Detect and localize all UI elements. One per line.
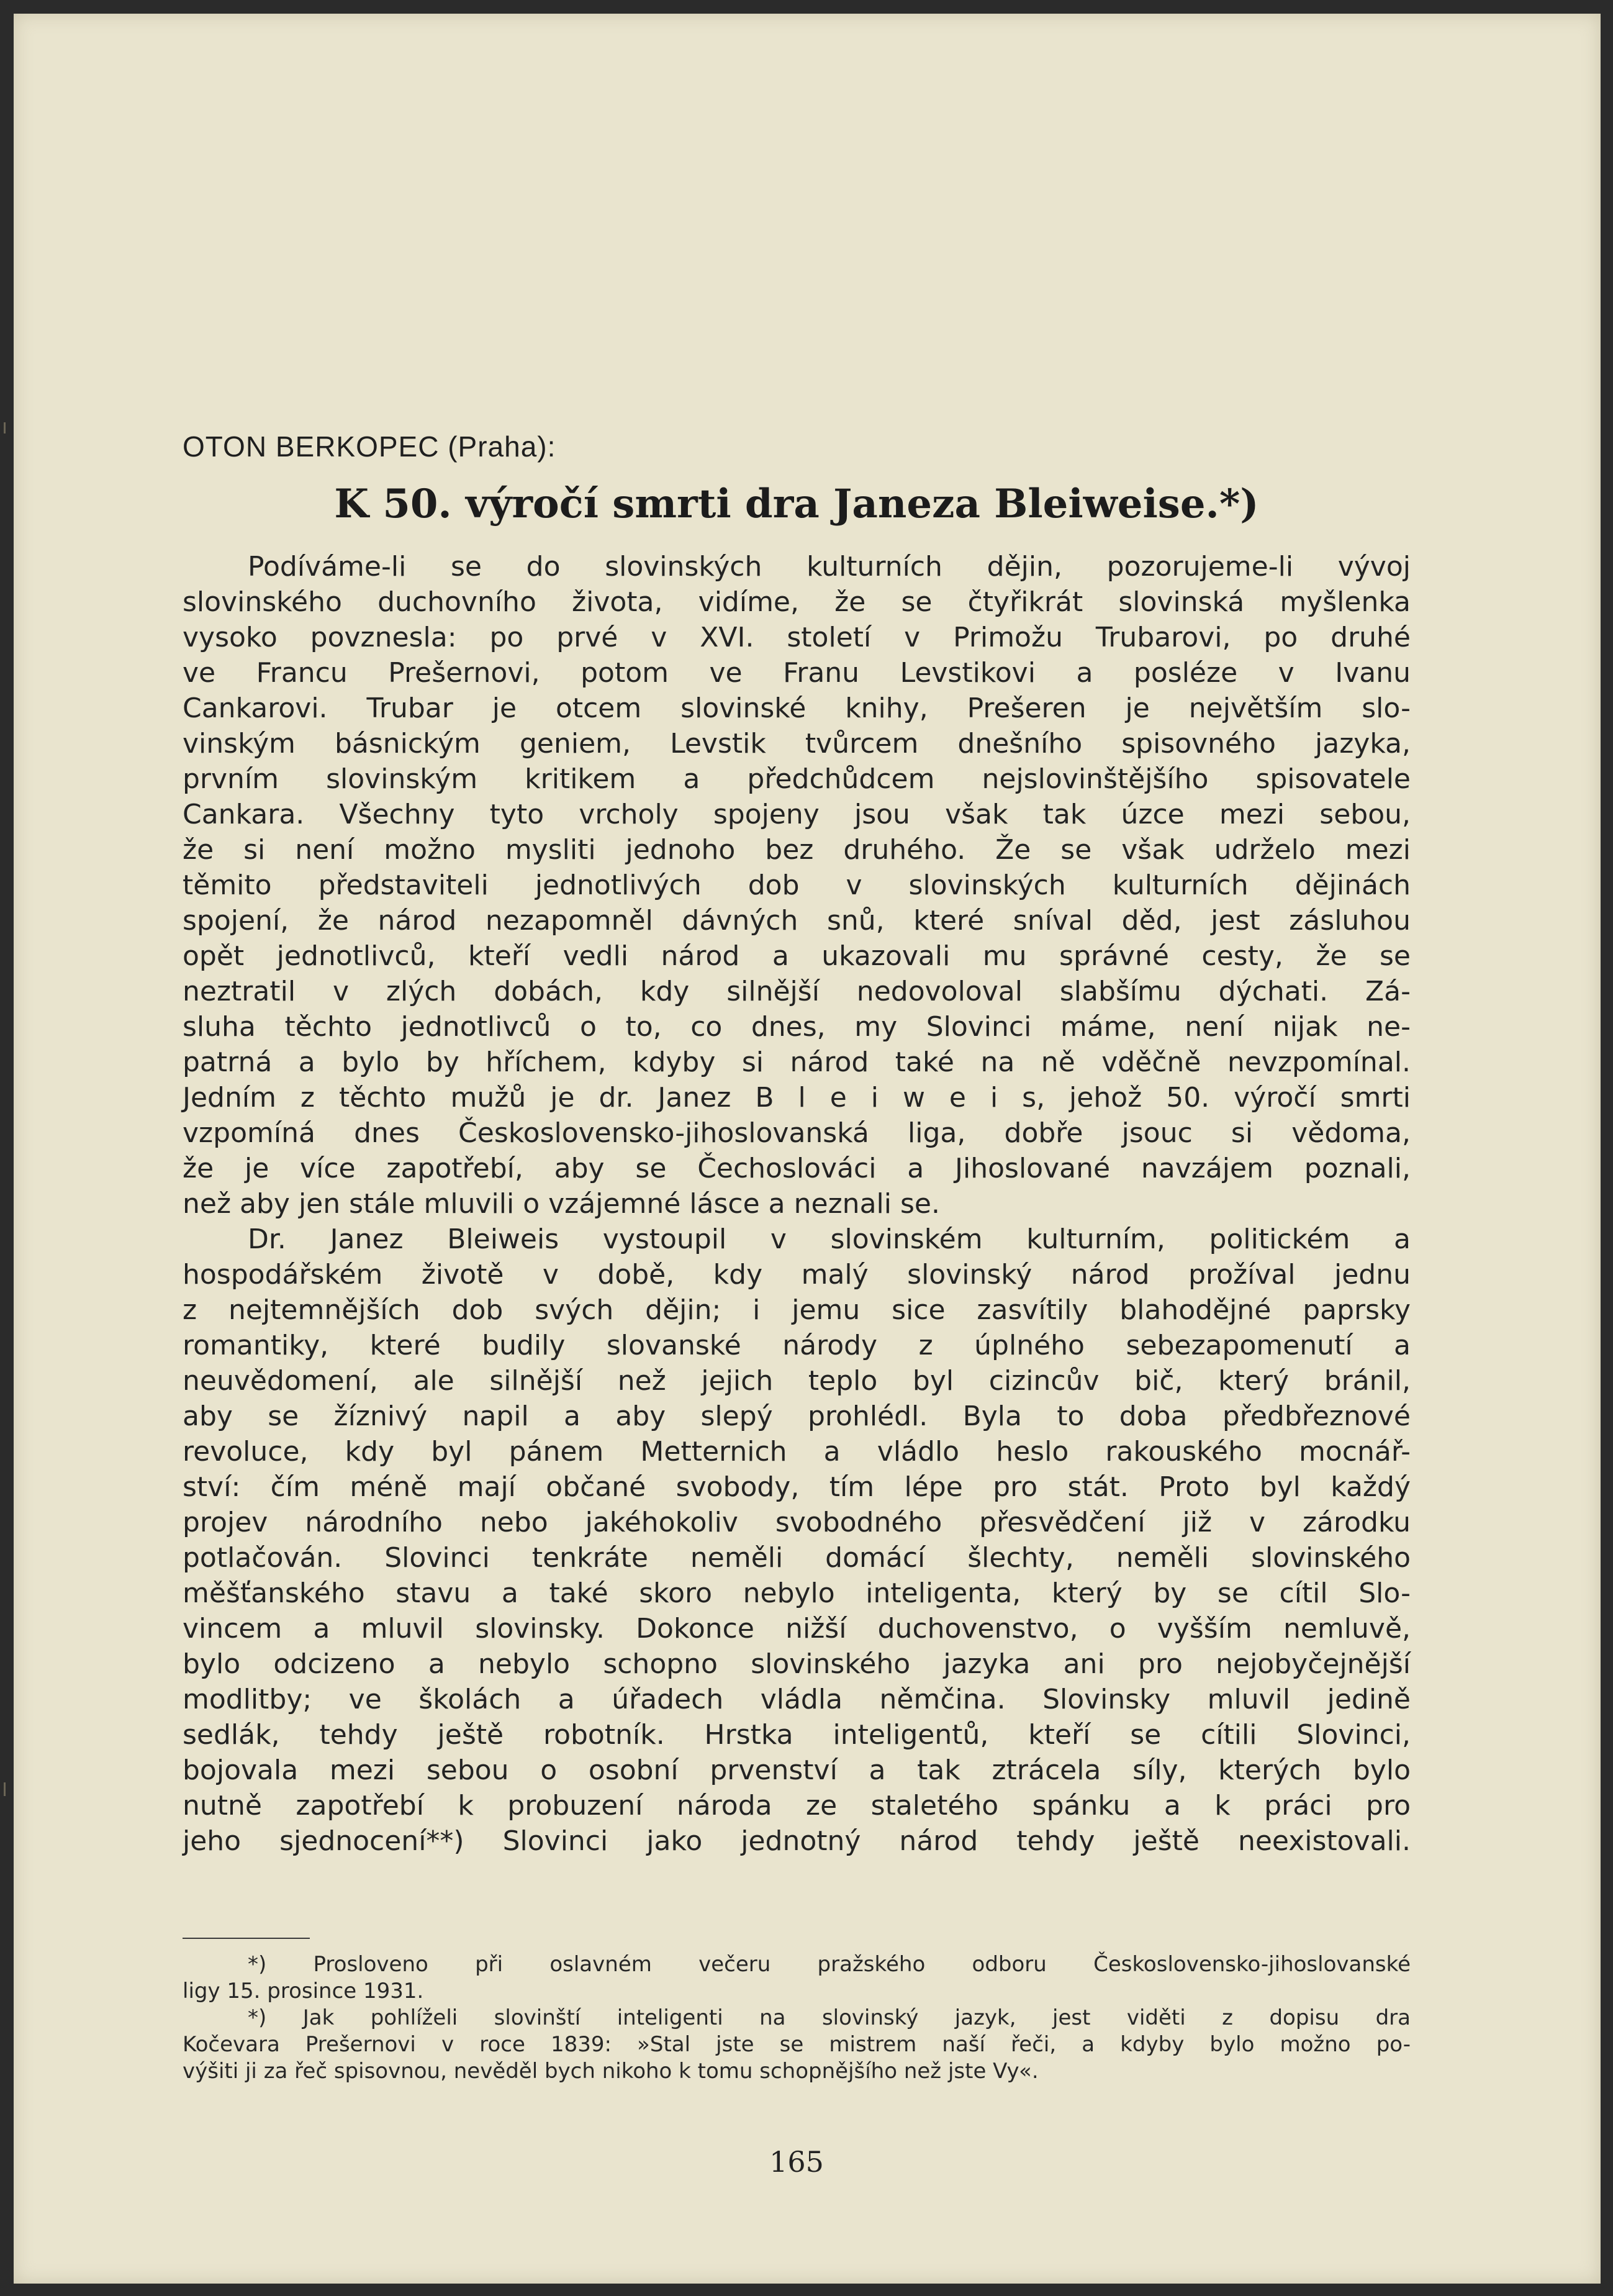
body-line: vinským básnickým geniem, Levstik tvůrcem dnešního spisovného jazyka,: [183, 728, 1411, 760]
body-line: vincem a mluvil slovinsky. Dokonce nižší duchovenstvo, o vyšším nemluvě,: [183, 1613, 1411, 1645]
body-line: potlačován. Slovinci tenkráte neměli domácí šlechty, neměli slovinského: [183, 1542, 1411, 1574]
page-number: 165: [769, 2145, 824, 2179]
footnotes: [183, 1951, 1411, 2085]
footnote-line: *) Prosloveno při oslavném večeru pražského odboru Československo-jihoslovanské: [248, 1952, 1411, 1977]
body-line: vzpomíná dnes Československo-jihoslovanská liga, dobře jsouc si vědoma,: [183, 1117, 1411, 1149]
body-line: revoluce, kdy byl pánem Metternich a vládlo heslo rakouského mocnář-: [183, 1436, 1411, 1468]
body-line: ve Francu Prešernovi, potom ve Franu Levstikovi a posléze v Ivanu: [183, 657, 1411, 689]
body-line: modlitby; ve školách a úřadech vládla němčina. Slovinsky mluvil jedině: [183, 1684, 1411, 1715]
body-line: ství: čím méně mají občané svobody, tím lépe pro stát. Proto byl každý: [183, 1471, 1411, 1503]
body-line: neztratil v zlých dobách, kdy silnější nedovoloval slabšímu dýchati. Zá-: [183, 976, 1411, 1007]
body-line: Cankara. Všechny tyto vrcholy spojeny jsou však tak úzce mezi sebou,: [183, 799, 1411, 830]
body-line: že si není možno mysliti jednoho bez druhého. Že se však udrželo mezi: [183, 834, 1411, 866]
body-line: vysoko povznesla: po prvé v XVI. století v Primožu Trubarovi, po druhé: [183, 622, 1411, 653]
body-line: spojení, že národ nezapomněl dávných snů, které sníval děd, jest zásluhou: [183, 905, 1411, 937]
footnote-line: ligy 15. prosince 1931.: [183, 1979, 424, 2003]
body-line: těmito představiteli jednotlivých dob v slovinských kulturních dějinách: [183, 869, 1411, 901]
article-body: [183, 549, 1411, 1859]
footnote-divider: [183, 1938, 310, 1939]
body-line: opět jednotlivců, kteří vedli národ a ukazovali mu správné cesty, že se: [183, 940, 1411, 972]
author-line: OTON BERKOPEC (Praha):: [183, 430, 556, 463]
footnote-line: výšiti ji za řeč spisovnou, nevěděl bych nikoho k tomu schopnějšího než jste Vy«.: [183, 2059, 1039, 2084]
body-line: patrná a bylo by hříchem, kdyby si národ také na ně vděčně nevzpomínal.: [183, 1046, 1411, 1078]
body-line: měšťanského stavu a také skoro nebylo inteligenta, který by se cítil Slo-: [183, 1577, 1411, 1609]
body-line: sluha těchto jednotlivců o to, co dnes, my Slovinci máme, není nijak ne-: [183, 1011, 1411, 1043]
body-line: slovinského duchovního života, vidíme, že se čtyřikrát slovinská myšlenka: [183, 586, 1411, 618]
body-line: prvním slovinským kritikem a předchůdcem nejslovinštějšího spisovatele: [183, 763, 1411, 795]
footnote-line: *) Jak pohlíželi slovinští inteligenti na slovinský jazyk, jest viděti z dopisu dra: [248, 2005, 1411, 2030]
book-page: [14, 14, 1601, 2284]
body-line: Jedním z těchto mužů je dr. Janez B l e i w e i s, jehož 50. výročí smrti: [183, 1082, 1411, 1114]
body-line: než aby jen stále mluvili o vzájemné lásce a neznali se.: [183, 1188, 940, 1220]
body-line: sedlák, tehdy ještě robotník. Hrstka inteligentů, kteří se cítili Slovinci,: [183, 1719, 1411, 1751]
binding-edge-mark: [4, 422, 6, 433]
body-line: z nejtemnějších dob svých dějin; i jemu sice zasvítily blahodějné paprsky: [183, 1294, 1411, 1326]
body-line: aby se žíznivý napil a aby slepý prohlédl. Byla to doba předbřeznové: [183, 1400, 1411, 1432]
body-line: bojovala mezi sebou o osobní prvenství a tak ztrácela síly, kterých bylo: [183, 1754, 1411, 1786]
body-line: bylo odcizeno a nebylo schopno slovinského jazyka ani pro nejobyčejnější: [183, 1648, 1411, 1680]
body-line: neuvědomení, ale silnější než jejich teplo byl cizincův bič, který bránil,: [183, 1365, 1411, 1397]
body-line: jeho sjednocení**) Slovinci jako jednotný národ tehdy ještě neexistovali.: [183, 1825, 1411, 1857]
body-line: hospodářském životě v době, kdy malý slovinský národ prožíval jednu: [183, 1259, 1411, 1291]
body-line: romantiky, které budily slovanské národy z úplného sebezapomenutí a: [183, 1330, 1411, 1361]
body-line: projev národního nebo jakéhokoliv svobodného přesvědčení již v zárodku: [183, 1507, 1411, 1538]
body-line: Dr. Janez Bleiweis vystoupil v slovinském kulturním, politickém a: [248, 1223, 1411, 1255]
body-line: Cankarovi. Trubar je otcem slovinské knihy, Prešeren je největším slo-: [183, 692, 1411, 724]
article-title: K 50. výročí smrti dra Janeza Bleiweise.*): [334, 481, 1259, 527]
body-line: že je více zapotřebí, aby se Čechoslováci a Jihoslované navzájem poznali,: [183, 1153, 1411, 1184]
body-line: Podíváme-li se do slovinských kulturních dějin, pozorujeme-li vývoj: [248, 551, 1411, 583]
binding-edge-mark: [4, 1782, 6, 1796]
body-line: nutně zapotřebí k probuzení národa ze staletého spánku a k práci pro: [183, 1790, 1411, 1822]
footnote-line: Kočevara Prešernovi v roce 1839: »Stal jste se mistrem naší řeči, a kdyby bylo možno po-: [183, 2032, 1411, 2057]
